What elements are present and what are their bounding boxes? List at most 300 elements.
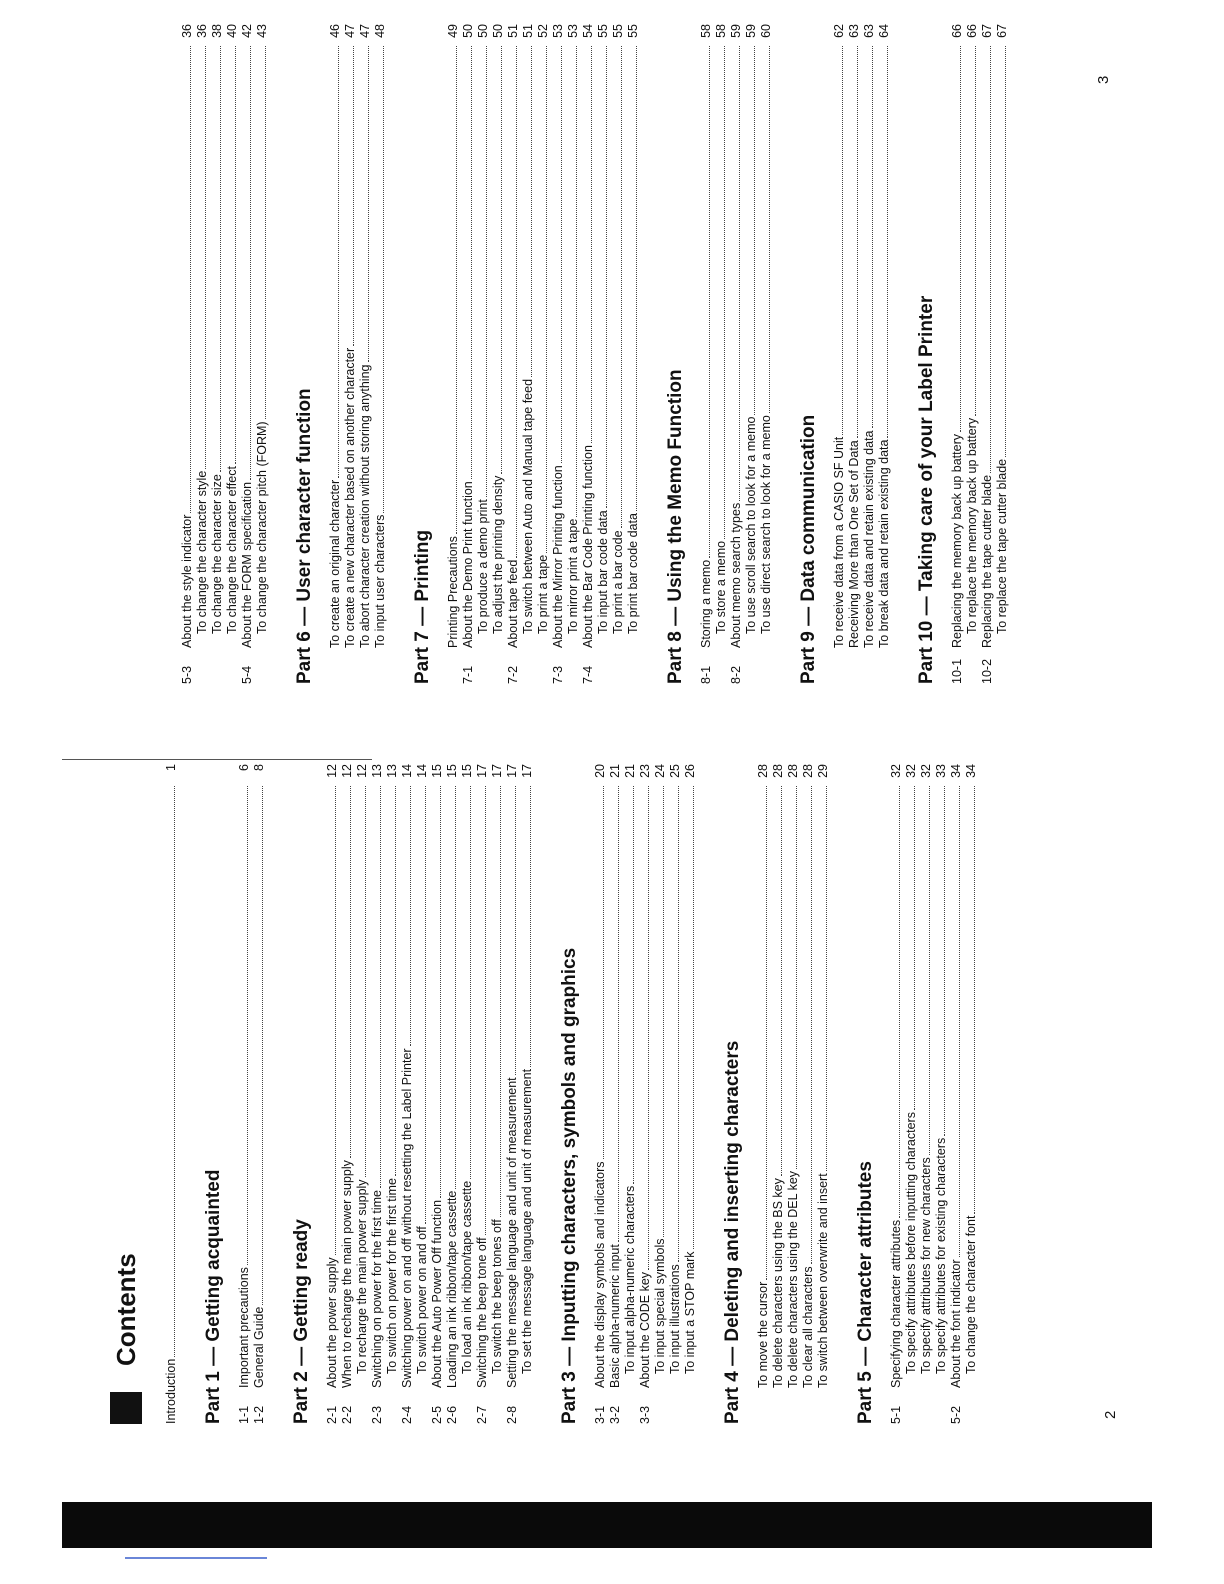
page-ref: 49 <box>446 24 460 38</box>
dot-leader <box>663 786 664 1237</box>
toc-entry[interactable] <box>683 764 698 1424</box>
dot-leader <box>826 786 827 1171</box>
page-ref: 47 <box>358 24 372 38</box>
entry-label: To print bar code data <box>626 513 640 634</box>
section-number: 8-2 <box>729 665 743 684</box>
entry-label: About the FORM specification <box>240 481 254 648</box>
toc-entry[interactable] <box>255 24 270 684</box>
dot-leader <box>766 786 767 1280</box>
page-ref: 50 <box>461 24 475 38</box>
toc-entry[interactable] <box>328 24 343 684</box>
entry-label: About tape feed <box>506 559 520 648</box>
dot-leader <box>709 46 710 558</box>
page-ref: 32 <box>904 764 918 778</box>
toc-entry[interactable] <box>744 24 759 684</box>
section-number: 2-5 <box>430 1405 444 1424</box>
page-ref: 6 <box>237 764 251 771</box>
dot-leader <box>944 786 945 1136</box>
toc-entry[interactable] <box>505 764 520 1424</box>
entry-label: About memo search types <box>729 502 743 648</box>
section-number: 2-1 <box>325 1405 339 1424</box>
toc-entry[interactable] <box>964 764 979 1424</box>
dot-leader <box>501 46 502 474</box>
dot-leader <box>530 786 531 1067</box>
section-number: 2-4 <box>400 1405 414 1424</box>
toc-entry[interactable] <box>343 24 358 684</box>
entry-label: About the power supply <box>325 1257 339 1388</box>
page-ref: 17 <box>475 764 489 778</box>
section-number: 7-1 <box>461 665 475 684</box>
entry-label: To specify attributes before inputting characters <box>904 1112 918 1374</box>
toc-entry[interactable] <box>551 24 566 684</box>
page-ref: 28 <box>756 764 770 778</box>
dot-leader <box>456 46 457 534</box>
page-ref: 15 <box>460 764 474 778</box>
dot-leader <box>235 46 236 464</box>
dot-leader <box>485 786 486 1235</box>
section-number: 2-2 <box>340 1405 354 1424</box>
toc-entry[interactable] <box>506 24 521 684</box>
toc-entry[interactable] <box>252 764 267 1424</box>
contents-heading <box>110 764 142 1424</box>
toc-entry[interactable] <box>786 764 801 1424</box>
dot-leader <box>455 786 456 1189</box>
page-ref: 66 <box>965 24 979 38</box>
part-heading[interactable]: Part 1 — Getting acquainted <box>203 1169 224 1424</box>
dot-leader <box>618 786 619 1242</box>
section-number: 7-3 <box>551 665 565 684</box>
toc-entry[interactable] <box>490 764 505 1424</box>
entry-label: Switching power on and off without resetting the Label Printer <box>400 1048 414 1388</box>
page-ref: 58 <box>714 24 728 38</box>
page-ref: 52 <box>536 24 550 38</box>
page-ref: 59 <box>729 24 743 38</box>
page-ref: 14 <box>415 764 429 778</box>
entry-label: To change the character pitch (FORM) <box>255 421 269 634</box>
section-number: 10-1 <box>950 658 964 684</box>
toc-entry[interactable] <box>714 24 729 684</box>
entry-label: Replacing the tape cutter blade <box>980 474 994 648</box>
entry-label: About the style indicator <box>180 514 194 648</box>
page-ref: 43 <box>255 24 269 38</box>
entry-label: To switch between overwrite and insert <box>816 1173 830 1388</box>
part-heading[interactable]: Part 9 — Data communication <box>798 414 819 684</box>
page-ref: 21 <box>608 764 622 778</box>
entry-label: To input user characters <box>373 514 387 648</box>
section-number: 3-1 <box>593 1405 607 1424</box>
dot-leader <box>353 46 354 346</box>
part-heading[interactable]: Part 3 — Inputting characters, symbols and graphics <box>559 947 580 1424</box>
entry-label: To specify attributes for new characters <box>919 1157 933 1374</box>
entry-label: General Guide <box>252 1306 266 1388</box>
page-ref: 55 <box>626 24 640 38</box>
page-ref: 53 <box>551 24 565 38</box>
toc-entry[interactable] <box>626 24 641 684</box>
dot-leader <box>796 786 797 1169</box>
page-ref: 17 <box>520 764 534 778</box>
toc-entry[interactable] <box>919 764 934 1424</box>
toc-entry[interactable] <box>358 24 373 684</box>
toc-entry[interactable] <box>240 24 255 684</box>
entry-label: To receive data from a CASIO SF Unit <box>832 436 846 648</box>
dot-leader <box>531 46 532 377</box>
page-ref: 34 <box>964 764 978 778</box>
page-ref: 36 <box>180 24 194 38</box>
entry-label: To create an original character <box>328 479 342 648</box>
toc-entry[interactable] <box>593 764 608 1424</box>
toc-entry[interactable] <box>237 764 252 1424</box>
dot-leader <box>678 786 679 1262</box>
part-heading[interactable]: Part 2 — Getting ready <box>291 1219 312 1424</box>
entry-label: About the Demo Print function <box>461 481 475 648</box>
dot-leader <box>633 786 634 1184</box>
dot-leader <box>368 46 369 363</box>
toc-entry[interactable] <box>980 24 995 684</box>
entry-label: To set the message language and unit of measurement <box>520 1068 534 1374</box>
dot-leader <box>425 786 426 1224</box>
page-ref: 17 <box>505 764 519 778</box>
dot-leader <box>857 46 858 438</box>
page-ref: 21 <box>623 764 637 778</box>
entry-label: To input a STOP mark <box>683 1251 697 1374</box>
toc-entry[interactable] <box>373 24 388 684</box>
entry-label: To produce a demo print <box>476 499 490 634</box>
page-ref: 28 <box>771 764 785 778</box>
entry-label: Important precautions <box>237 1267 251 1388</box>
entry-label: Receiving More than One Set of Data <box>847 440 861 648</box>
page-ref: 46 <box>328 24 342 38</box>
page-ref: 48 <box>373 24 387 38</box>
page-ref: 14 <box>400 764 414 778</box>
dot-leader <box>781 786 782 1176</box>
entry-label: Printing Precautions <box>446 536 460 648</box>
toc-entry[interactable] <box>400 764 415 1424</box>
entry-label: To abort character creation without storing anything <box>358 364 372 648</box>
page-ref: 32 <box>919 764 933 778</box>
entry-label: Specifying character attributes <box>889 1219 903 1388</box>
entry-label: To input special symbols <box>653 1238 667 1374</box>
toc-entry[interactable] <box>536 24 551 684</box>
toc-entry[interactable] <box>653 764 668 1424</box>
dot-leader <box>500 786 501 1217</box>
page-ref: 28 <box>801 764 815 778</box>
entry-label: To load an ink ribbon/tape cassette <box>460 1180 474 1374</box>
section-number: 10-2 <box>980 658 994 684</box>
page-ref: 67 <box>995 24 1009 38</box>
dot-leader <box>380 786 381 1188</box>
toc-entry[interactable] <box>210 24 225 684</box>
dot-leader <box>929 786 930 1155</box>
toc-entry[interactable] <box>581 24 596 684</box>
dot-leader <box>959 786 960 1257</box>
dot-leader <box>811 786 812 1264</box>
dot-leader <box>842 46 843 435</box>
dot-leader <box>338 46 339 478</box>
page-ref: 12 <box>340 764 354 778</box>
dot-leader <box>205 46 206 469</box>
page-ref: 32 <box>889 764 903 778</box>
dot-leader <box>603 786 604 1159</box>
toc-entry[interactable] <box>596 24 611 684</box>
page-ref: 8 <box>252 764 266 771</box>
section-number: 5-4 <box>240 665 254 684</box>
page-ref: 67 <box>980 24 994 38</box>
toc-entry[interactable] <box>430 764 445 1424</box>
page-ref: 59 <box>744 24 758 38</box>
page-number-right: 3 <box>1095 75 1112 84</box>
dot-leader <box>220 46 221 472</box>
entry-label: Switching the beep tone off <box>475 1237 489 1388</box>
entry-label: About the display symbols and indicators <box>593 1161 607 1388</box>
dot-leader <box>739 46 740 501</box>
dot-leader <box>648 786 649 1270</box>
entry-label: To receive data and retain existing data <box>862 430 876 648</box>
page-ref: 50 <box>476 24 490 38</box>
dot-leader <box>190 46 191 513</box>
toc-entry[interactable] <box>801 764 816 1424</box>
entry-label: To specify attributes for existing characters <box>934 1137 948 1374</box>
dot-leader <box>974 786 975 1214</box>
toc-entry[interactable] <box>446 24 461 684</box>
entry-label: To change the character style <box>195 470 209 634</box>
toc-entry[interactable] <box>415 764 430 1424</box>
entry-label: To change the character effect <box>225 466 239 634</box>
section-number: 2-7 <box>475 1405 489 1424</box>
entry-label: To print a tape <box>536 554 550 634</box>
section-number: 5-3 <box>180 665 194 684</box>
toc-entry[interactable] <box>832 24 847 684</box>
toc-entry[interactable] <box>611 24 626 684</box>
toc-entry[interactable] <box>521 24 536 684</box>
toc-entry[interactable] <box>385 764 400 1424</box>
toc-entry[interactable] <box>950 24 965 684</box>
page-ref: 33 <box>934 764 948 778</box>
section-number: 5-2 <box>949 1405 963 1424</box>
section-number: 2-3 <box>370 1405 384 1424</box>
dot-leader <box>724 46 725 539</box>
entry-label: About the Bar Code Printing function <box>581 445 595 648</box>
part-heading[interactable]: Part 8 — Using the Memo Function <box>665 369 686 684</box>
page-ref: 60 <box>759 24 773 38</box>
entry-label: To use scroll search to look for a memo <box>744 416 758 634</box>
page-ref: 55 <box>596 24 610 38</box>
entry-label: To change the character size <box>210 474 224 634</box>
dot-leader <box>395 786 396 1176</box>
toc-entry[interactable] <box>180 24 195 684</box>
entry-label: Replacing the memory back up battery <box>950 434 964 648</box>
entry-label: To replace the memory back up battery <box>965 417 979 634</box>
entry-label: To switch power on and off <box>415 1226 429 1374</box>
page-ref: 47 <box>343 24 357 38</box>
entry-label: Setting the message language and unit of measurement <box>505 1077 519 1388</box>
toc-entry[interactable] <box>520 764 535 1424</box>
section-number: 1-1 <box>237 1405 251 1424</box>
dot-leader <box>576 46 577 517</box>
toc-entry[interactable] <box>949 764 964 1424</box>
toc-entry[interactable] <box>847 24 862 684</box>
entry-label: Storing a memo <box>699 559 713 648</box>
page-ref: 20 <box>593 764 607 778</box>
dot-leader <box>335 786 336 1255</box>
toc-entry[interactable] <box>445 764 460 1424</box>
toc-entry[interactable] <box>904 764 919 1424</box>
toc-entry-introduction[interactable]: Introduction 1 <box>164 764 178 1424</box>
page-ref: 24 <box>653 764 667 778</box>
entry-label: Loading an ink ribbon/tape cassette <box>445 1190 459 1388</box>
entry-label: To adjust the printing density <box>491 475 505 634</box>
toc-entry[interactable] <box>889 764 904 1424</box>
entry-label: To input alpha-numeric characters <box>623 1185 637 1374</box>
page-number-left: 2 <box>1102 1410 1119 1419</box>
toc-entry[interactable] <box>862 24 877 684</box>
toc-entry[interactable] <box>460 764 475 1424</box>
page-ref: 13 <box>370 764 384 778</box>
dot-leader <box>383 46 384 513</box>
entry-label: To move the cursor <box>756 1281 770 1388</box>
entry-label: To switch between Auto and Manual tape feed <box>521 378 535 634</box>
page-ref: 26 <box>683 764 697 778</box>
entry-label: To recharge the main power supply <box>355 1179 369 1374</box>
section-number: 3-2 <box>608 1405 622 1424</box>
dot-leader <box>975 46 976 416</box>
dot-leader <box>693 786 694 1249</box>
section-number: 5-1 <box>889 1405 903 1424</box>
page-ref: 54 <box>581 24 595 38</box>
dot-leader <box>250 46 251 480</box>
toc-entry[interactable] <box>995 24 1010 684</box>
page-ref: 12 <box>325 764 339 778</box>
page-ref: 62 <box>832 24 846 38</box>
section-number: 2-6 <box>445 1405 459 1424</box>
dot-leader <box>1005 46 1006 457</box>
part-heading[interactable]: Part 5 — Character attributes <box>855 1161 876 1424</box>
toc-entry[interactable] <box>370 764 385 1424</box>
entry-label: To delete characters using the BS key <box>771 1178 785 1388</box>
dot-leader <box>515 786 516 1075</box>
page-ref: 55 <box>611 24 625 38</box>
toc-entry[interactable] <box>816 764 831 1424</box>
page-ref: 50 <box>491 24 505 38</box>
part-heading[interactable]: Part 4 — Deleting and inserting characters <box>722 1040 743 1424</box>
entry-label: About the CODE key <box>638 1271 652 1388</box>
dot-leader <box>471 46 472 479</box>
section-number: 1-2 <box>252 1405 266 1424</box>
dot-leader <box>990 46 991 473</box>
dot-leader <box>899 786 900 1218</box>
entry-label: About the Auto Power Off function <box>430 1199 444 1388</box>
dot-leader <box>636 46 637 511</box>
dot-leader <box>247 786 248 1265</box>
toc-entry[interactable] <box>699 24 714 684</box>
toc-entry[interactable] <box>934 764 949 1424</box>
toc-entry[interactable] <box>623 764 638 1424</box>
dot-leader <box>754 46 755 415</box>
toc-entry[interactable] <box>608 764 623 1424</box>
dot-leader <box>606 46 607 508</box>
toc-entry[interactable] <box>729 24 744 684</box>
toc-entry[interactable] <box>340 764 355 1424</box>
page-ref: 58 <box>699 24 713 38</box>
toc-entry[interactable] <box>638 764 653 1424</box>
toc-entry[interactable] <box>461 24 476 684</box>
toc-entry[interactable] <box>756 764 771 1424</box>
page-ref: 63 <box>847 24 861 38</box>
page-ref: 36 <box>195 24 209 38</box>
toc-entry[interactable] <box>668 764 683 1424</box>
page-ref: 53 <box>566 24 580 38</box>
entry-label: To store a memo <box>714 540 728 634</box>
entry-label: To switch on power for the first time <box>385 1178 399 1374</box>
page-ref: 25 <box>668 764 682 778</box>
page-ref: 40 <box>225 24 239 38</box>
toc-entry[interactable] <box>195 24 210 684</box>
dot-leader <box>365 786 366 1177</box>
dot-leader <box>887 46 888 438</box>
dot-leader <box>960 46 961 432</box>
part-heading[interactable]: Part 6 — User character function <box>294 388 315 684</box>
toc-entry[interactable] <box>225 24 240 684</box>
heading-block-icon <box>110 1392 142 1424</box>
part-heading[interactable]: Part 10 — Taking care of your Label Printer <box>916 295 937 684</box>
entry-label: To break data and retain existing data <box>877 439 891 648</box>
entry-label: About the Mirror Printing function <box>551 465 565 648</box>
dot-leader <box>561 46 562 463</box>
toc-entry[interactable] <box>475 764 490 1424</box>
toc-entry[interactable] <box>759 24 774 684</box>
page-ref: 17 <box>490 764 504 778</box>
toc-entry[interactable] <box>491 24 506 684</box>
dot-leader <box>621 46 622 528</box>
entry-label: To clear all characters <box>801 1266 815 1388</box>
dot-leader <box>872 46 873 429</box>
entry-label: To change the character font <box>964 1215 978 1374</box>
dot-leader <box>262 786 263 1305</box>
right-page-contents <box>180 24 1010 684</box>
toc-entry[interactable] <box>476 24 491 684</box>
toc-entry[interactable] <box>771 764 786 1424</box>
entry-label: To replace the tape cutter blade <box>995 458 1009 634</box>
page-ref: 64 <box>877 24 891 38</box>
page-ref: 66 <box>950 24 964 38</box>
section-number: 2-8 <box>505 1405 519 1424</box>
entry-label: Switching on power for the first time <box>370 1190 384 1388</box>
toc-entry[interactable] <box>877 24 892 684</box>
entry-label: To switch the beep tones off <box>490 1219 504 1374</box>
page-ref: 12 <box>355 764 369 778</box>
dot-leader <box>350 786 351 1158</box>
entry-label: To input illustrations <box>668 1264 682 1374</box>
toc-entry[interactable] <box>965 24 980 684</box>
entry-label: Basic alpha-numeric input <box>608 1244 622 1388</box>
section-number: 7-4 <box>581 665 595 684</box>
toc-entry[interactable] <box>355 764 370 1424</box>
dot-leader <box>470 786 471 1179</box>
page-ref: 28 <box>786 764 800 778</box>
toc-entry[interactable] <box>566 24 581 684</box>
dot-leader <box>591 46 592 443</box>
entry-label: To delete characters using the DEL key <box>786 1170 800 1388</box>
left-page-contents <box>110 764 979 1424</box>
page-ref: 42 <box>240 24 254 38</box>
page-ref: 15 <box>430 764 444 778</box>
dot-leader <box>914 786 915 1110</box>
entry-label: To print a bar code <box>611 530 625 634</box>
dot-leader <box>410 786 411 1046</box>
part-heading[interactable]: Part 7 — Printing <box>412 529 433 684</box>
dot-leader <box>546 46 547 553</box>
toc-entry[interactable] <box>325 764 340 1424</box>
entry-label: To use direct search to look for a memo <box>759 415 773 634</box>
